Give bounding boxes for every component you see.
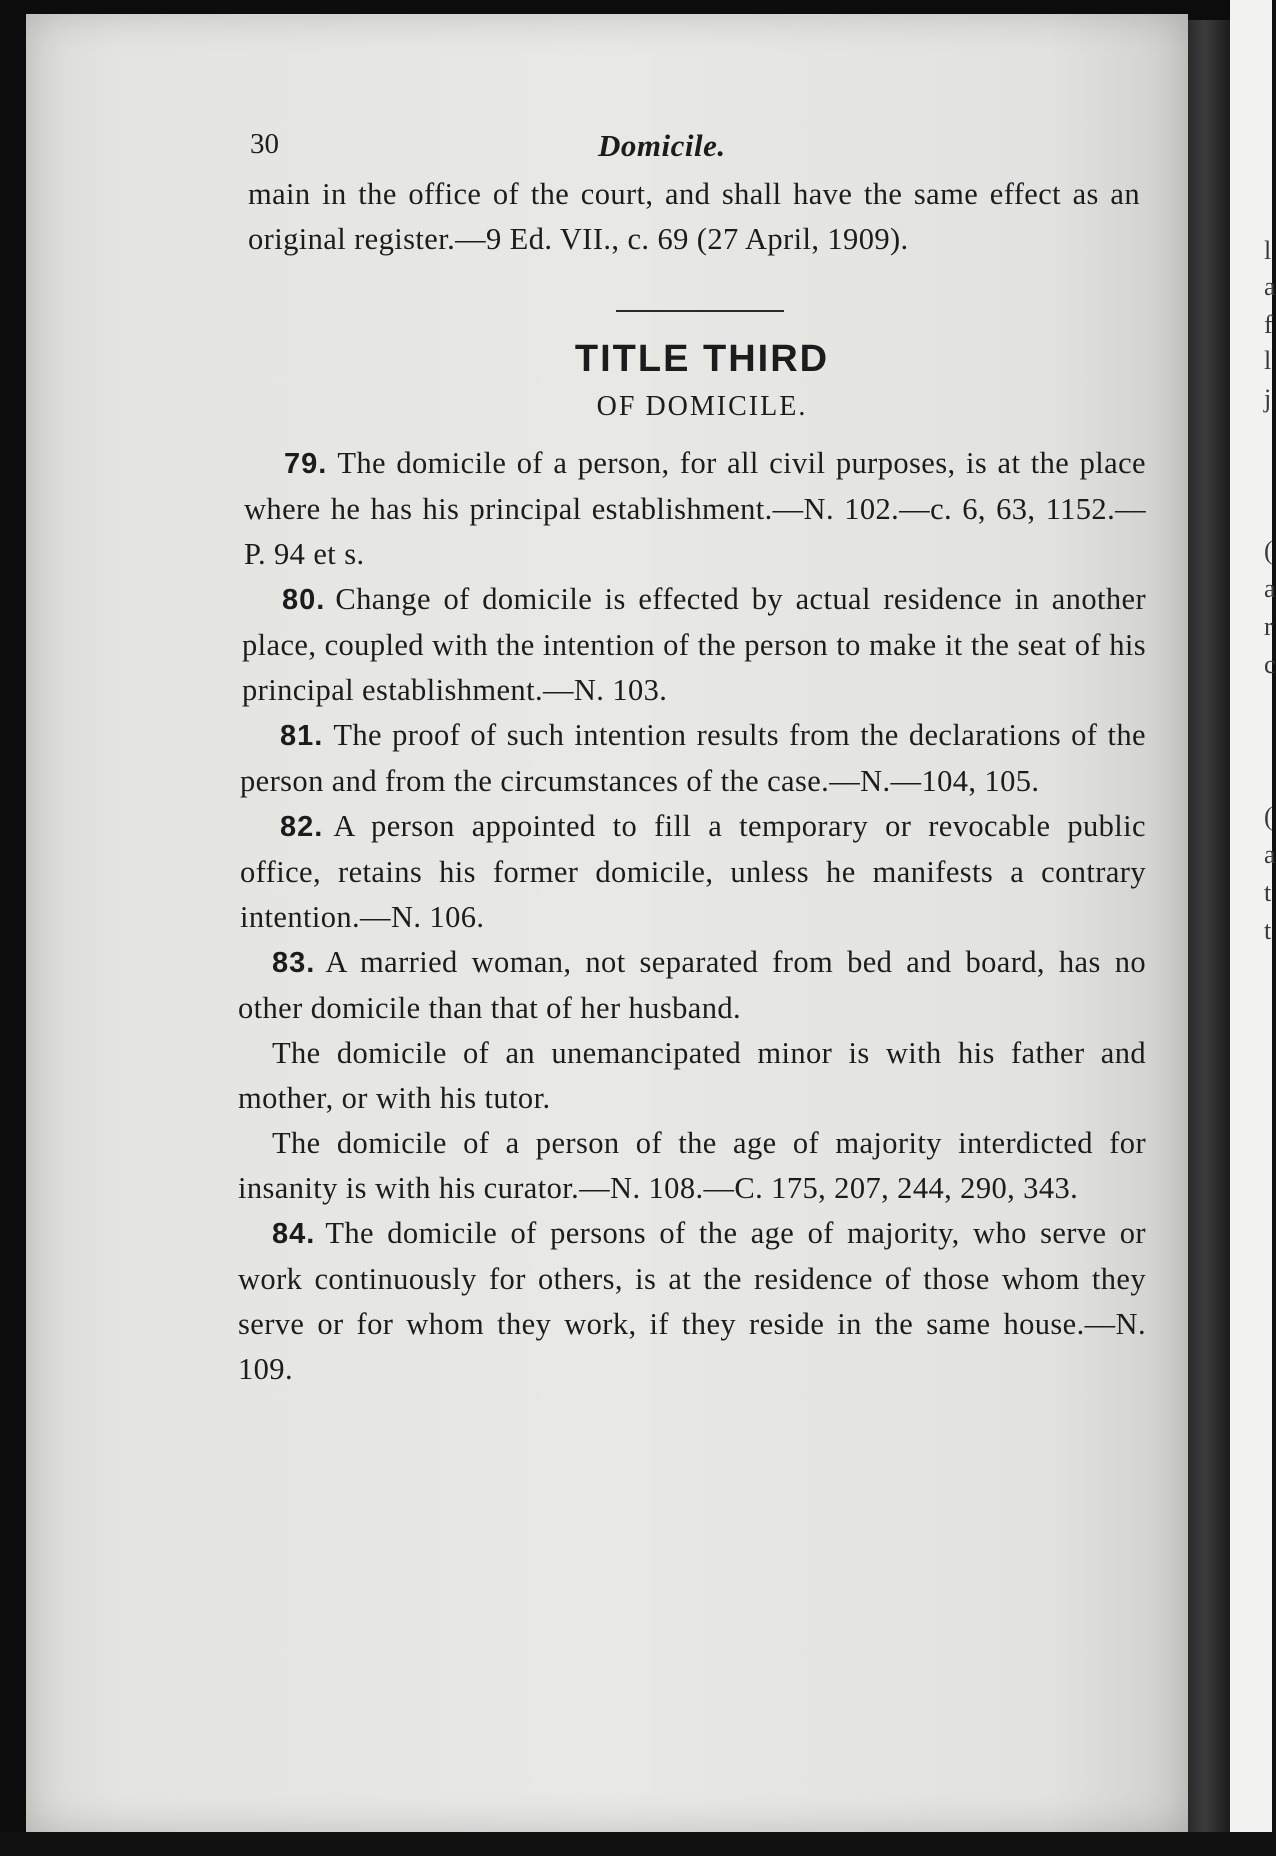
facing-page-fragment: f — [1264, 310, 1273, 339]
article-79 — [238, 441, 1146, 577]
facing-page-fragment: ( — [1264, 802, 1273, 831]
facing-page-fragment: a — [1264, 574, 1276, 603]
running-head — [238, 112, 1146, 162]
article-number: 82. — [280, 811, 324, 843]
facing-page-fragment: t — [1264, 916, 1272, 945]
article-number: 83. — [272, 947, 316, 979]
article-80 — [238, 577, 1146, 713]
running-title: Domicile. — [598, 128, 726, 163]
page-number: 30 — [250, 128, 279, 160]
facing-page-fragment: l — [1264, 236, 1272, 265]
article-number: 79. — [284, 448, 328, 480]
article-82 — [238, 804, 1146, 940]
article-number: 80. — [282, 584, 326, 616]
article-text: A married woman, not separated from bed and board, has no other domicile than that of her husband. — [238, 945, 1146, 1025]
facing-page-fragment: c — [1264, 650, 1276, 679]
article-list — [238, 441, 1146, 1392]
facing-page-fragment: r — [1264, 612, 1273, 641]
article-text: The domicile of persons of the age of majority, who serve or work continuously for others, is at the residence of those whom they serve or for whom they work, if they reside in the same house.—N. 109. — [238, 1216, 1146, 1386]
article-number: 84. — [272, 1218, 316, 1250]
article-83-paragraph: The domicile of an unemancipated minor is with his father and mother, or with his tutor. — [238, 1036, 1146, 1115]
continued-paragraph: main in the office of the court, and shall have the same effect as an original register.—9 Ed. VII., c. 69 (27 April, 1909). — [248, 177, 1140, 256]
facing-page-fragment: a — [1264, 840, 1276, 869]
facing-page-edge — [1230, 0, 1276, 1856]
article-83-paragraph: The domicile of a person of the age of majority interdicted for insanity is with his curator.—N. 108.—C. 175, 207, 244, 290, 343. — [238, 1126, 1146, 1205]
facing-page-fragment: ( — [1264, 536, 1273, 565]
article-text: A person appointed to fill a temporary or revocable public office, retains his former domicile, unless he manifests a contrary intention.—N. 106. — [240, 809, 1146, 934]
article-84 — [238, 1211, 1146, 1392]
section-title: TITLE THIRD — [574, 338, 830, 380]
facing-page-fragment: a — [1264, 272, 1276, 301]
section-subtitle: OF DOMICILE. — [596, 391, 808, 422]
book-gutter-shadow — [1188, 20, 1230, 1840]
article-number: 81. — [280, 720, 324, 752]
facing-page-fragment: l — [1264, 346, 1272, 375]
article-83 — [238, 940, 1146, 1031]
article-text: Change of domicile is effected by actual residence in another place, coupled with the intention of the person to make it the seat of his principal establishment.—N. 103. — [242, 582, 1146, 707]
scan-bottom-border — [0, 1832, 1272, 1856]
article-text: The domicile of a person, for all civil purposes, is at the place where he has his principal establishment.—N. 102.—c. 6, 63, 1152.—P. 94 et s. — [244, 446, 1146, 571]
article-81 — [238, 713, 1146, 804]
article-text: The proof of such intention results from the declarations of the person and from the circumstances of the case.—N.—104, 105. — [240, 718, 1146, 798]
section-divider — [616, 310, 784, 312]
page-content — [238, 112, 1146, 1392]
facing-page-fragment: j — [1264, 384, 1272, 413]
facing-page-fragment: t — [1264, 878, 1272, 907]
